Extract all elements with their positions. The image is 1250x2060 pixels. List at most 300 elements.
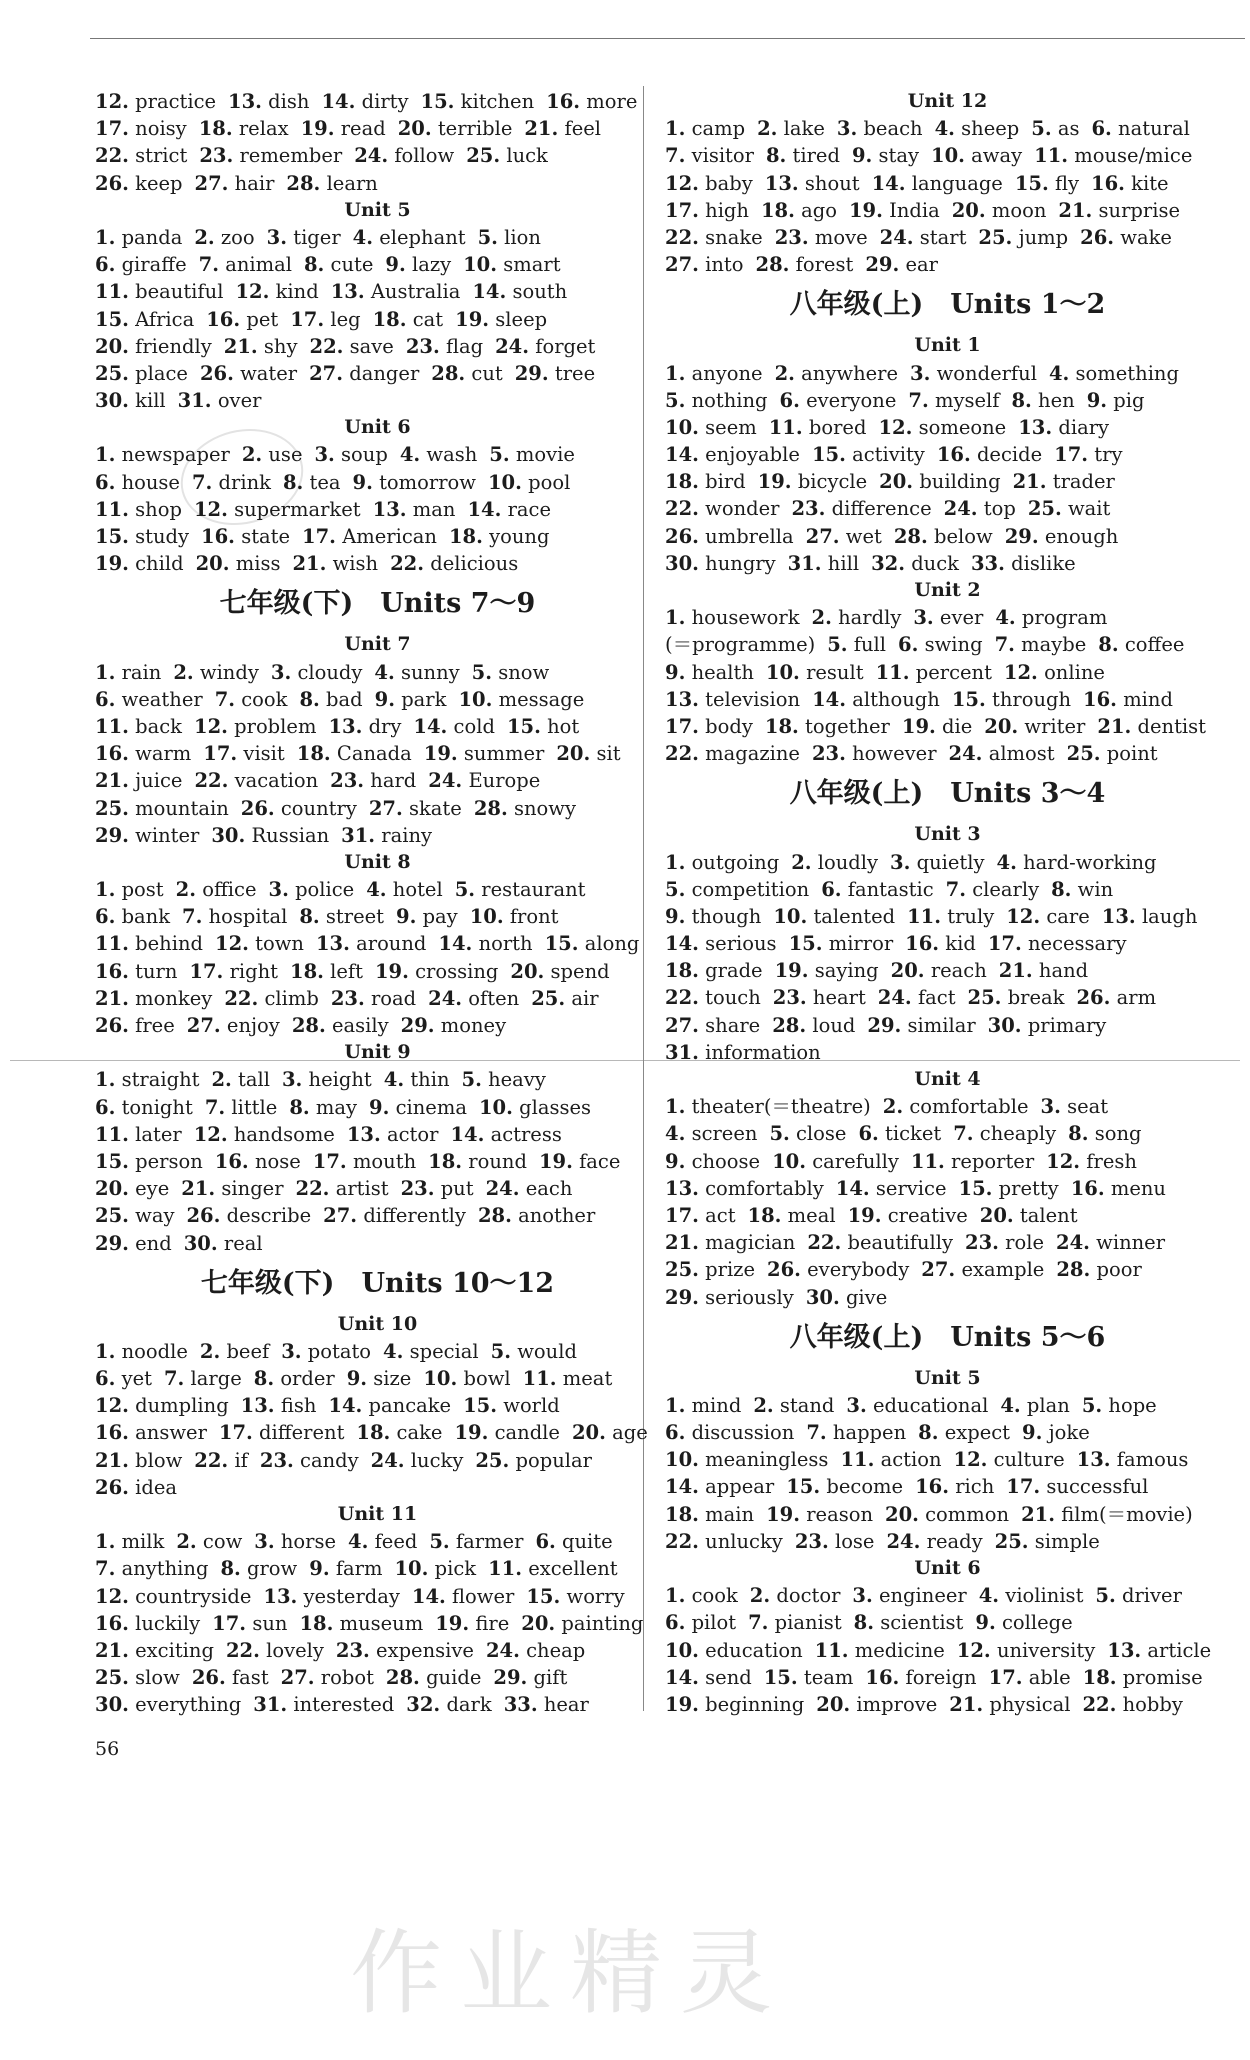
vocab-entry bbox=[766, 659, 864, 686]
entry-word: later bbox=[135, 1122, 182, 1146]
vocab-entry bbox=[878, 984, 956, 1011]
entry-number: 15. bbox=[811, 443, 846, 467]
entry-number: 27. bbox=[186, 1014, 221, 1037]
entry-word: magician bbox=[705, 1231, 796, 1255]
entry-word: house bbox=[121, 470, 180, 494]
vocab-entry bbox=[1107, 1637, 1211, 1664]
entry-number: 29. bbox=[665, 1285, 699, 1309]
entry-number: 3. bbox=[281, 1068, 303, 1092]
entry-number: 22. bbox=[194, 1448, 229, 1472]
entry-number: 30. bbox=[987, 1013, 1022, 1037]
entry-number: 10. bbox=[469, 905, 504, 929]
vocab-entry bbox=[220, 1555, 297, 1582]
entry-word: television bbox=[705, 687, 801, 711]
entry-number: 17. bbox=[665, 198, 699, 222]
vocab-entry bbox=[858, 1120, 941, 1147]
entry-word: juice bbox=[135, 769, 183, 793]
vocab-entry bbox=[837, 115, 923, 142]
entry-word: dirty bbox=[361, 90, 409, 113]
vocab-line bbox=[665, 930, 1230, 957]
entry-word: lovely bbox=[266, 1638, 324, 1662]
vocab-entry bbox=[431, 360, 502, 387]
entry-word: move bbox=[814, 225, 868, 249]
vocab-entry bbox=[211, 1066, 270, 1093]
vocab-line bbox=[95, 170, 660, 197]
entry-number: 12. bbox=[665, 171, 699, 195]
entry-number: 6. bbox=[95, 905, 116, 929]
entry-word: end bbox=[135, 1231, 172, 1255]
unit-title: Unit 5 bbox=[344, 198, 411, 221]
vocab-entry bbox=[200, 360, 297, 387]
entry-word: song bbox=[1094, 1122, 1142, 1146]
entry-number: 12. bbox=[193, 497, 228, 521]
entry-number: 17. bbox=[95, 117, 129, 141]
entry-word: dentist bbox=[1137, 714, 1207, 738]
entry-word: order bbox=[280, 1367, 335, 1391]
entry-word: Europe bbox=[468, 769, 541, 793]
vocab-entry bbox=[515, 360, 595, 387]
entry-number: 1. bbox=[95, 660, 116, 684]
entry-word: violinist bbox=[1005, 1584, 1084, 1608]
vocab-entry bbox=[95, 387, 166, 414]
unit-title: Unit 4 bbox=[914, 1068, 981, 1090]
entry-word: height bbox=[308, 1068, 372, 1092]
vocab-entry bbox=[946, 876, 1039, 903]
entry-number: 28. bbox=[1056, 1258, 1091, 1282]
vocab-entry bbox=[812, 740, 937, 767]
vocab-entry bbox=[879, 468, 1000, 495]
entry-number: 7. bbox=[806, 1421, 827, 1445]
vocab-entry bbox=[292, 1012, 389, 1039]
vocab-line bbox=[95, 1528, 660, 1555]
entry-number: 30. bbox=[665, 551, 699, 575]
entry-number: 9. bbox=[385, 253, 406, 277]
entry-number: 2. bbox=[753, 1393, 774, 1417]
entry-word: yesterday bbox=[303, 1584, 400, 1608]
vocab-entry bbox=[321, 88, 408, 115]
entry-word: screen bbox=[691, 1122, 758, 1146]
entry-number: 3. bbox=[314, 443, 335, 467]
entry-word: crossing bbox=[415, 959, 499, 983]
entry-word: send bbox=[705, 1665, 752, 1689]
entry-number: 13. bbox=[1018, 415, 1053, 439]
vocab-entry bbox=[228, 88, 309, 115]
entry-number: 16. bbox=[95, 742, 129, 766]
vocab-entry bbox=[95, 1528, 164, 1555]
vocab-entry bbox=[753, 1392, 834, 1419]
vocab-line bbox=[95, 1392, 660, 1419]
entry-word: visitor bbox=[691, 144, 754, 168]
entry-word: engineer bbox=[878, 1584, 967, 1608]
entry-number: 5. bbox=[1081, 1393, 1103, 1417]
entry-number: 16. bbox=[95, 1421, 129, 1445]
vocab-line bbox=[95, 903, 660, 930]
vocab-line bbox=[665, 1093, 1230, 1120]
entry-word: coffee bbox=[1124, 633, 1185, 657]
entry-word: would bbox=[517, 1339, 577, 1363]
entry-number: 2. bbox=[175, 878, 196, 902]
entry-number: 27. bbox=[921, 1258, 956, 1282]
entry-number: 23. bbox=[335, 1638, 370, 1662]
entry-number: 26. bbox=[767, 1258, 801, 1282]
vocab-line bbox=[95, 115, 660, 142]
vocab-entry bbox=[965, 1229, 1044, 1256]
entry-number: 20. bbox=[510, 959, 545, 983]
entry-number: 24. bbox=[886, 1529, 921, 1553]
entry-word: laugh bbox=[1141, 904, 1198, 928]
vocab-entry bbox=[176, 876, 257, 903]
vocab-entry bbox=[489, 441, 575, 468]
vocab-entry bbox=[449, 523, 550, 550]
vocab-entry bbox=[1071, 1175, 1166, 1202]
entry-word: bowl bbox=[463, 1367, 511, 1391]
vocab-entry bbox=[219, 1419, 345, 1446]
vocab-entry bbox=[201, 523, 290, 550]
entry-word: spend bbox=[550, 959, 610, 983]
entry-number: 17. bbox=[290, 307, 325, 331]
vocab-entry bbox=[299, 1610, 423, 1637]
vocab-entry bbox=[373, 496, 456, 523]
entry-word: person bbox=[135, 1149, 203, 1173]
entry-number: 12. bbox=[956, 1638, 991, 1662]
entry-word: dish bbox=[268, 90, 310, 113]
entry-number: 3. bbox=[268, 878, 289, 902]
vocab-line bbox=[665, 441, 1230, 468]
entry-word: right bbox=[229, 959, 278, 983]
entry-word: shy bbox=[263, 334, 298, 358]
vocab-entry bbox=[304, 251, 373, 278]
vocab-entry bbox=[373, 306, 444, 333]
entry-number: 9. bbox=[665, 660, 686, 684]
entry-word: another bbox=[518, 1204, 596, 1228]
vocab-entry bbox=[949, 1691, 1070, 1718]
entry-number: 16. bbox=[1083, 687, 1117, 711]
entry-number: 1. bbox=[95, 878, 116, 902]
entry-number: 13. bbox=[228, 90, 262, 113]
entry-word: hotel bbox=[392, 878, 443, 902]
entry-word: beginning bbox=[705, 1692, 805, 1716]
entry-number: 26. bbox=[240, 796, 275, 820]
entry-number: 21. bbox=[181, 1177, 216, 1201]
entry-number: 12. bbox=[194, 714, 228, 738]
entry-word: pretty bbox=[998, 1176, 1059, 1200]
entry-number: 22. bbox=[194, 769, 229, 793]
vocab-entry bbox=[1102, 903, 1198, 930]
entry-word: unlucky bbox=[705, 1529, 783, 1553]
entry-number: 14. bbox=[665, 443, 699, 467]
entry-number: 30. bbox=[805, 1285, 840, 1309]
entry-number: 4. bbox=[366, 878, 387, 902]
entry-word: role bbox=[1005, 1231, 1044, 1255]
vocab-entry bbox=[1082, 1691, 1182, 1718]
entry-word: quite bbox=[562, 1530, 613, 1554]
entry-number: 11. bbox=[768, 415, 803, 439]
vocab-entry bbox=[876, 659, 992, 686]
unit-title: Unit 5 bbox=[914, 1366, 981, 1389]
entry-word: writer bbox=[1024, 714, 1086, 738]
vocab-entry bbox=[665, 1093, 871, 1120]
entry-word: enjoyable bbox=[705, 443, 800, 467]
vocab-line bbox=[95, 985, 660, 1012]
entry-word: bank bbox=[121, 905, 171, 929]
entry-word: give bbox=[845, 1285, 888, 1309]
vocab-entry bbox=[194, 224, 254, 251]
vocab-entry bbox=[95, 1664, 180, 1691]
entry-number: 15. bbox=[95, 1149, 129, 1173]
entry-word: loudly bbox=[817, 850, 879, 874]
vocab-line bbox=[665, 1039, 1230, 1066]
entry-number: 15. bbox=[526, 1584, 561, 1608]
vocab-entry bbox=[95, 876, 164, 903]
entry-word: magazine bbox=[705, 742, 800, 766]
entry-word: excellent bbox=[528, 1557, 618, 1581]
entry-number: 11. bbox=[488, 1557, 523, 1581]
vocab-entry bbox=[894, 523, 993, 550]
entry-word: friendly bbox=[135, 334, 212, 358]
entry-word: clearly bbox=[972, 877, 1040, 901]
vocab-entry bbox=[852, 142, 919, 169]
entry-number: 18. bbox=[665, 470, 699, 494]
entry-word: popular bbox=[515, 1448, 592, 1472]
entry-word: successful bbox=[1046, 1475, 1149, 1499]
entry-word: as bbox=[1057, 117, 1080, 141]
entry-word: noodle bbox=[121, 1339, 188, 1363]
entry-word: problem bbox=[234, 714, 317, 738]
vocab-entry bbox=[215, 930, 304, 957]
entry-number: 19. bbox=[374, 959, 409, 983]
vocab-entry bbox=[95, 795, 229, 822]
vocab-entry bbox=[665, 1012, 760, 1039]
vocab-line bbox=[95, 496, 660, 523]
left-column bbox=[95, 88, 660, 1719]
entry-word: save bbox=[349, 334, 394, 358]
entry-number: 3. bbox=[281, 1339, 302, 1363]
entry-number: 9. bbox=[1022, 1421, 1043, 1445]
vocab-entry bbox=[1067, 740, 1158, 767]
vocab-entry bbox=[289, 1094, 357, 1121]
entry-number: 33. bbox=[970, 551, 1005, 575]
entry-number: 23. bbox=[400, 1177, 435, 1201]
vocab-line bbox=[95, 767, 660, 794]
vocab-entry bbox=[816, 1691, 937, 1718]
entry-word: cook bbox=[241, 687, 288, 711]
entry-number: 6. bbox=[95, 1367, 116, 1391]
entry-number: 30. bbox=[95, 389, 129, 413]
entry-number: 15. bbox=[788, 932, 823, 956]
vocab-line bbox=[665, 1229, 1230, 1256]
entry-number: 16. bbox=[214, 1149, 249, 1173]
entry-word: handsome bbox=[233, 1122, 335, 1146]
entry-word: little bbox=[231, 1095, 278, 1119]
entry-word: hill bbox=[827, 551, 860, 575]
entry-word: reach bbox=[930, 959, 987, 983]
vocab-entry bbox=[665, 115, 745, 142]
vocab-line bbox=[665, 1664, 1230, 1691]
vocab-entry bbox=[775, 224, 868, 251]
entry-word: feed bbox=[374, 1530, 418, 1554]
vocab-entry bbox=[665, 631, 815, 658]
entry-word: below bbox=[934, 524, 993, 548]
entry-word: fact bbox=[917, 986, 956, 1010]
entry-number: 17. bbox=[987, 932, 1022, 956]
entry-word: keep bbox=[135, 171, 183, 195]
vocab-entry bbox=[286, 170, 377, 197]
entry-number: 23. bbox=[405, 334, 440, 358]
entry-number: 8. bbox=[1011, 388, 1032, 412]
entry-word: place bbox=[135, 361, 188, 385]
entry-word: behind bbox=[135, 932, 204, 956]
vocab-entry bbox=[766, 1501, 873, 1528]
vocab-line bbox=[95, 1583, 660, 1610]
entry-number: 10. bbox=[487, 470, 522, 494]
section-title: 八年级(上) Units 5～6 bbox=[789, 1321, 1106, 1353]
entry-word: beautiful bbox=[135, 280, 224, 304]
entry-word: example bbox=[961, 1258, 1045, 1282]
vocab-entry bbox=[954, 1446, 1065, 1473]
entry-word: fantastic bbox=[847, 877, 934, 901]
entry-word: try bbox=[1094, 443, 1123, 467]
vocab-entry bbox=[466, 142, 548, 169]
vocab-entry bbox=[95, 306, 194, 333]
entry-word: poor bbox=[1096, 1258, 1142, 1282]
entry-number: 26. bbox=[191, 1666, 226, 1690]
vocab-entry bbox=[1077, 1446, 1189, 1473]
entry-word: put bbox=[440, 1177, 474, 1201]
vocab-entry bbox=[281, 1664, 374, 1691]
entry-number: 1. bbox=[665, 1393, 686, 1417]
entry-number: 15. bbox=[763, 1665, 798, 1689]
entry-number: 8. bbox=[303, 253, 325, 277]
entry-number: 6. bbox=[665, 1421, 686, 1445]
vocab-entry bbox=[665, 414, 757, 441]
entry-word: different bbox=[259, 1421, 345, 1445]
entry-number: 22. bbox=[309, 334, 344, 358]
entry-word: child bbox=[135, 552, 184, 576]
entry-number: 32. bbox=[871, 551, 905, 575]
entry-word: Canada bbox=[336, 742, 412, 766]
entry-word: dry bbox=[368, 714, 402, 738]
entry-word: moon bbox=[991, 198, 1047, 222]
entry-number: 10. bbox=[665, 1448, 699, 1472]
vocab-entry bbox=[189, 958, 278, 985]
entry-number: 17. bbox=[988, 1665, 1023, 1689]
vocab-entry bbox=[328, 1392, 451, 1419]
entry-number: 11. bbox=[875, 660, 910, 684]
entry-number: 24. bbox=[879, 225, 914, 249]
entry-word: danger bbox=[349, 361, 420, 385]
entry-word: singer bbox=[221, 1177, 284, 1201]
vocab-entry bbox=[949, 740, 1055, 767]
entry-word: through bbox=[991, 687, 1072, 711]
vocab-entry bbox=[95, 224, 182, 251]
entry-word: result bbox=[806, 660, 864, 684]
vocab-line bbox=[95, 822, 660, 849]
entry-number: 12. bbox=[1006, 904, 1041, 928]
entry-word: town bbox=[255, 932, 304, 956]
vocab-entry bbox=[95, 1610, 200, 1637]
vocab-entry bbox=[665, 849, 779, 876]
vocab-entry bbox=[665, 957, 763, 984]
entry-word: grade bbox=[705, 959, 763, 983]
entry-word: necessary bbox=[1027, 932, 1127, 956]
entry-number: 13. bbox=[764, 171, 799, 195]
vocab-entry bbox=[323, 1202, 466, 1229]
entry-number: 10. bbox=[765, 660, 800, 684]
vocab-entry bbox=[347, 1365, 412, 1392]
entry-word: similar bbox=[907, 1013, 976, 1037]
entry-number: 5. bbox=[461, 1068, 482, 1092]
entry-number: 19. bbox=[300, 117, 335, 141]
vocab-entry bbox=[886, 1528, 982, 1555]
entry-number: 25. bbox=[95, 796, 129, 820]
vocab-entry bbox=[215, 686, 288, 713]
entry-number: 14. bbox=[472, 280, 507, 304]
entry-word: use bbox=[268, 443, 303, 467]
entry-number: 18. bbox=[296, 742, 331, 766]
vocab-entry bbox=[235, 278, 318, 305]
entry-number: 12. bbox=[235, 280, 270, 304]
vocab-entry bbox=[470, 903, 559, 930]
vocab-entry bbox=[665, 550, 776, 577]
vocab-line bbox=[95, 659, 660, 686]
entry-word: exciting bbox=[135, 1638, 214, 1662]
unit-title: Unit 9 bbox=[344, 1041, 411, 1064]
entry-number: 1. bbox=[95, 1068, 116, 1092]
entry-word: lose bbox=[834, 1529, 875, 1553]
entry-word: diary bbox=[1058, 415, 1110, 439]
vocab-entry bbox=[486, 1637, 585, 1664]
entry-word: swing bbox=[924, 633, 983, 657]
entry-word: break bbox=[1007, 986, 1065, 1010]
vocab-line bbox=[665, 1148, 1230, 1175]
entry-word: close bbox=[796, 1122, 847, 1146]
entry-word: wait bbox=[1067, 497, 1111, 521]
entry-word: free bbox=[135, 1014, 175, 1037]
entry-word: foreign bbox=[905, 1665, 977, 1689]
entry-word: cinema bbox=[395, 1095, 467, 1119]
vocab-entry bbox=[95, 1066, 199, 1093]
vocab-line bbox=[665, 468, 1230, 495]
vocab-line bbox=[665, 1473, 1230, 1500]
vocab-line bbox=[95, 1148, 660, 1175]
entry-word: comfortably bbox=[705, 1176, 824, 1200]
entry-word: country bbox=[280, 796, 357, 820]
entry-word: serious bbox=[705, 932, 777, 956]
entry-number: 26. bbox=[665, 524, 699, 548]
vocab-entry bbox=[1011, 387, 1074, 414]
entry-number: 9. bbox=[352, 470, 373, 494]
entry-number: 32. bbox=[406, 1693, 441, 1717]
vocab-entry bbox=[212, 1610, 287, 1637]
vocab-entry bbox=[1091, 170, 1169, 197]
vocab-entry bbox=[95, 1691, 241, 1718]
vocab-entry bbox=[890, 849, 984, 876]
entry-word: baby bbox=[705, 171, 753, 195]
entry-word: hobby bbox=[1122, 1692, 1183, 1716]
entry-word: information bbox=[705, 1040, 821, 1064]
vocab-entry bbox=[348, 1528, 417, 1555]
vocab-line bbox=[665, 1175, 1230, 1202]
vocab-line bbox=[95, 278, 660, 305]
entry-word: action bbox=[880, 1448, 942, 1472]
entry-word: interested bbox=[293, 1693, 395, 1717]
vocab-entry bbox=[314, 441, 387, 468]
entry-word: terrible bbox=[437, 117, 513, 141]
vocab-entry bbox=[95, 1338, 188, 1365]
entry-number: 12. bbox=[95, 1394, 129, 1418]
vocab-entry bbox=[880, 224, 967, 251]
vocab-entry bbox=[995, 604, 1107, 631]
